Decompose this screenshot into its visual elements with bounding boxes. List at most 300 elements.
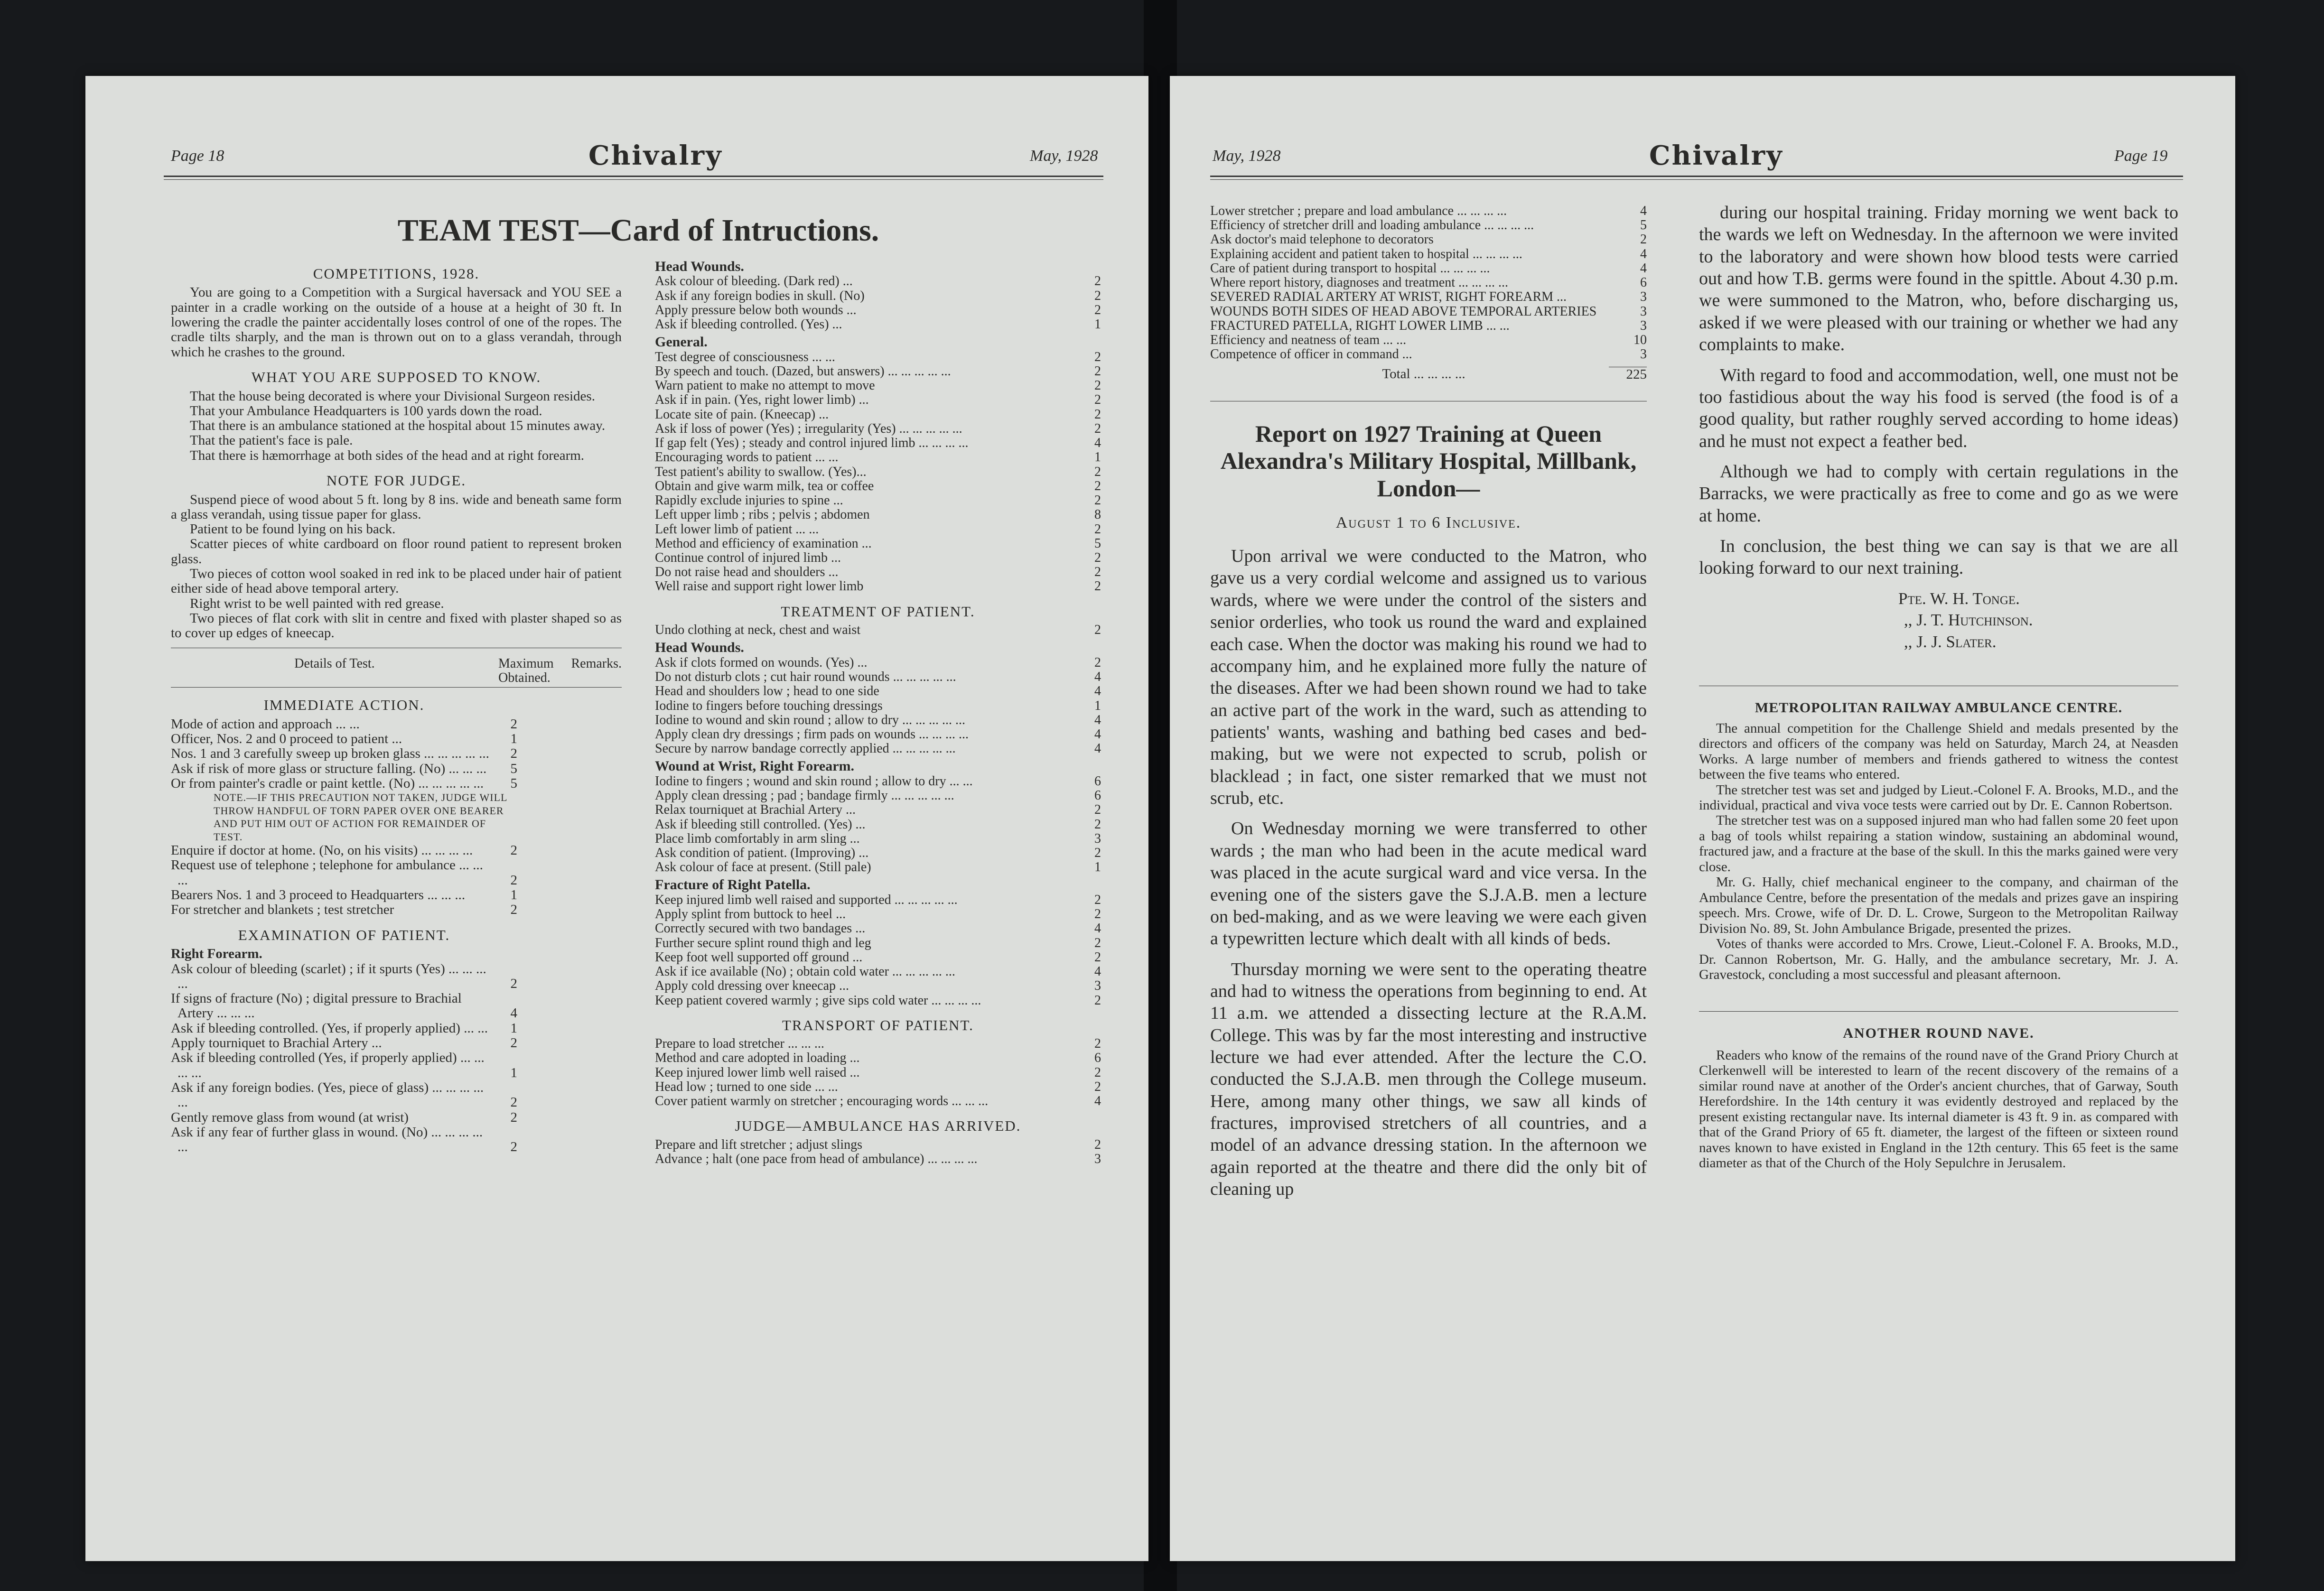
treatment-row (655, 408, 1101, 422)
immediate-item: For stretcher and blankets ; test stretcher (171, 902, 394, 918)
treatment-item: Keep patient covered warmly ; give sips cold water ... ... ... ... (655, 993, 981, 1008)
treatment-row (655, 551, 1101, 565)
nave-heading: ANOTHER ROUND NAVE. (1843, 1025, 2035, 1041)
intro-paragraph: You are going to a Competition with a Surgical haversack and YOU SEE a painter in a cradle working on the outside of a house at a height of 30 ft. In lowering the cradle the painter accidentally loses control of one of the ropes. The cradle tilts sharply, and the man is thrown out on to a glass verandah, through which he crashes to the ground. (171, 285, 622, 360)
treatment-item: Iodine to wound and skin round ; allow to dry ... ... ... ... ... (655, 712, 966, 727)
treatment-row (655, 713, 1101, 727)
date-left: May, 1928 (1030, 147, 1098, 165)
max-header: Maximum Obtained. (498, 656, 554, 685)
suppose-heading: WHAT YOU ARE SUPPOSED TO KNOW. (251, 369, 541, 386)
suppose-paragraph: That the house being decorated is where your Divisional Surgeon resides. (190, 388, 595, 404)
treatment-mark: 2 (1094, 363, 1101, 379)
immediate-mark: 2 (510, 746, 517, 762)
treatment-item: Obtain and give warm milk, tea or coffee (655, 478, 874, 493)
immediate-mark: 1 (510, 731, 517, 746)
score-mark: 6 (1640, 275, 1647, 290)
treatment-mark: 2 (1094, 478, 1101, 493)
exam-item: Gently remove glass from wound (at wrist) (171, 1109, 409, 1125)
treatment-item: Test degree of consciousness ... ... (655, 349, 835, 364)
treatment-item: Relax tourniquet at Brachial Artery ... (655, 802, 856, 818)
exam-row (171, 1080, 517, 1110)
treatment-row (655, 303, 1101, 317)
treatment-item: Keep injured limb well raised and supported ... ... ... ... ... (655, 892, 958, 907)
treatment-row (655, 493, 1101, 508)
treatment-row (655, 289, 1101, 303)
treatment-item: Ask colour of face at present. (Still pale) (655, 860, 871, 875)
right-page (1170, 76, 2235, 1561)
treatment-mark: 2 (1094, 349, 1101, 364)
metro-paragraph: The annual competition for the Challenge Shield and medals presented by the directors and officers of the company was held on Saturday, March 24, at Neasden Works. A large number of members and friends gathered to witness the contest between the five teams who entered. (1699, 720, 2178, 782)
report-paragraph: On Wednesday morning we were transferred to other wards ; the man who had been in the acute medical ward was placed in the acute surgical ward and vice versa. In the evening one of the sisters gave the S.J.A.B. men a lecture on bed-making, and as we were leaving we were each given a typewritten lecture which dealt with all kinds of beds. (1210, 819, 1647, 949)
suppose-paragraph: That there is an ambulance stationed at the hospital about 15 minutes away. (190, 418, 606, 434)
suppose-paragraph: That your Ambulance Headquarters is 100 yards down the road. (190, 403, 542, 419)
treatment-row (655, 727, 1101, 742)
score-item: Explaining accident and patient taken to hospital ... ... ... ... (1210, 246, 1522, 261)
immediate-item: Mode of action and approach ... ... (171, 716, 360, 732)
treatment-row (655, 846, 1101, 860)
treatment-item: Secure by narrow bandage correctly applied ... ... ... ... ... (655, 741, 956, 756)
treatment-mark: 2 (1094, 274, 1101, 289)
score-mark: 3 (1640, 318, 1647, 333)
treatment-row (655, 317, 1101, 332)
header-rule-right-2 (1210, 179, 2183, 180)
report-paragraph: In conclusion, the best thing we can say is that we are all looking forward to our next training. (1699, 536, 2178, 578)
treatment-row (655, 579, 1101, 594)
exam-row (171, 962, 517, 992)
treatment-mark: 4 (1094, 436, 1101, 451)
nave-paragraph: Readers who know of the remains of the round nave of the Grand Priory Church at Clerkenwell will be interested to learn of the recent discovery of the remains of a similar round nave at another of the Order's ancient churches, that of Garway, South Herefordshire. In the 14th century it was evidently destroyed and replaced by the present existing rectangular nave. Its internal diameter is 43 ft. 9 in. as compared with that of the Grand Priory of 65 ft. diameter, the largest of the fifteen or sixteen round naves known to have existed in England in the 12th century. This 65 feet is the same diameter as that of the Church of the Holy Sepulchre in Jerusalem. (1699, 1048, 2178, 1171)
treatment-mark: 4 (1094, 712, 1101, 727)
competitions-heading: COMPETITIONS, 1928. (313, 265, 480, 282)
score-mark: 4 (1640, 261, 1647, 276)
treatment-item: Encouraging words to patient ... ... (655, 450, 839, 465)
immediate-row (171, 746, 517, 761)
treatment-mark: 1 (1094, 317, 1101, 332)
immediate-item: Enquire if doctor at home. (No, on his visits) ... ... ... ... (171, 843, 473, 858)
treatment-item: Test patient's ability to swallow. (Yes)... (655, 464, 867, 479)
treatment-item: Ask if loss of power (Yes) ; irregularity (Yes) ... ... ... ... ... (655, 421, 962, 436)
treatment-row (655, 670, 1101, 684)
treatment-row (655, 350, 1101, 364)
treatment-row (655, 1080, 1101, 1094)
treatment-item: Apply pressure below both wounds ... (655, 302, 857, 317)
score-row (1210, 233, 1647, 247)
subsection-heading: Head Wounds. (655, 259, 744, 274)
signature-name: ,, J. J. Slater. (1904, 632, 1997, 651)
treatment-row (655, 508, 1101, 522)
treatment-row (655, 1051, 1101, 1065)
metro-body (1699, 721, 2178, 983)
treatment-list (655, 259, 1101, 1166)
treatment-mark: 1 (1094, 450, 1101, 465)
score-row (1210, 290, 1647, 304)
treatment-mark: 2 (1094, 655, 1101, 670)
treatment-row (655, 1138, 1101, 1152)
immediate-row (171, 858, 517, 888)
suppose-paragraph: That there is hæmorrhage at both sides of the head and at right forearm. (190, 447, 585, 463)
score-row (1210, 333, 1647, 347)
treatment-item: Further secure splint round thigh and leg (655, 935, 871, 950)
total-row (1210, 367, 1647, 382)
subsection-heading: Fracture of Right Patella. (655, 877, 811, 893)
judge-heading: NOTE FOR JUDGE. (326, 472, 467, 489)
treatment-item: Head and shoulders low ; head to one side (655, 684, 879, 699)
treatment-row (655, 656, 1101, 670)
treatment-row (655, 465, 1101, 479)
treatment-row (655, 832, 1101, 846)
treatment-mark: 2 (1094, 817, 1101, 832)
treatment-mark: 6 (1094, 1051, 1101, 1066)
treatment-item: Rapidly exclude injuries to spine ... (655, 493, 843, 508)
score-mark: 2 (1640, 232, 1647, 247)
exam-mark: 2 (510, 1139, 517, 1155)
score-item: Ask doctor's maid telephone to decorators (1210, 232, 1434, 247)
masthead-left: Chivalry (588, 140, 723, 171)
treatment-mark: 2 (1094, 1079, 1101, 1094)
report-title: Report on 1927 Training at Queen Alexandra's Military Hospital, Millbank, London— (1220, 420, 1637, 502)
treatment-row (655, 1094, 1101, 1108)
treatment-row (655, 994, 1101, 1008)
treatment-row (655, 537, 1101, 551)
judge-list (171, 493, 622, 641)
treatment-item: Iodine to fingers ; wound and skin round ; allow to dry ... ... (655, 773, 973, 789)
treatment-mark: 8 (1094, 507, 1101, 522)
treatment-row (655, 774, 1101, 789)
subsection-heading: General. (655, 334, 708, 350)
treatment-mark: 2 (1094, 907, 1101, 922)
report-paragraph: With regard to food and accommodation, well, one must not be too fastidious about the way his food is served (the food is of a good quality, but rather roughly served according to home ideas) and he must not expect a feather bed. (1699, 365, 2178, 451)
treatment-item: Ask if clots formed on wounds. (Yes) ... (655, 655, 868, 670)
score-mark: 4 (1640, 246, 1647, 261)
treatment-mark: 2 (1094, 550, 1101, 565)
treatment-mark: 2 (1094, 579, 1101, 594)
report-paragraph: Upon arrival we were conducted to the Matron, who gave us a very cordial welcome and assigned us to various wards, where we were under the control of the sisters and senior orderlies, who took us round the ward and explained each case. When the doctor was making his round we had to accompany him, and he explained more fully the nature of the diseases. After we had been shown round we had to take an active part of the work in the ward, such as attending to patients' wants, washing and bathing bed cases and bed-making, but we were not expected to scrub, polish or blacklead ; in fact, one sister remarked that we must not scrub, etc. (1210, 546, 1647, 809)
immediate-mark: 2 (510, 872, 517, 888)
treatment-row (655, 479, 1101, 493)
treatment-mark: 2 (1094, 493, 1101, 508)
immediate-mark: 5 (510, 775, 517, 791)
treatment-item: Continue control of injured limb ... (655, 550, 841, 565)
treatment-item: Apply cold dressing over kneecap ... (655, 978, 849, 994)
subsection-heading: Wound at Wrist, Right Forearm. (655, 758, 855, 774)
treatment-item: Ask condition of patient. (Improving) ... (655, 846, 869, 860)
treatment-mark: 4 (1094, 1094, 1101, 1109)
report-paragraph: during our hospital training. Friday morning we went back to the wards we left on Wednesday. In the afternoon we were invited to the laboratory and were shown how blood tests were carried out and how T.B. germs were found in the spittle. About 4.30 p.m. we were summoned to the Matron, who, before discharging us, asked if we were pleased with our training or whether we had any complaints to make. (1699, 203, 2178, 355)
score-row (1210, 276, 1647, 290)
treatment-item: Ask if bleeding still controlled. (Yes) ... (655, 817, 866, 832)
treatment-item: Head low ; turned to one side ... ... (655, 1079, 838, 1094)
treatment-item: Left upper limb ; ribs ; pelvis ; abdomen (655, 507, 870, 522)
report-dates: August 1 to 6 Inclusive. (1335, 514, 1521, 532)
treatment-row (655, 565, 1101, 579)
treatment-item: Apply clean dry dressings ; firm pads on wounds ... ... ... ... (655, 726, 969, 742)
treatment-row (655, 699, 1101, 713)
treatment-mark: 4 (1094, 741, 1101, 756)
treatment-row (655, 393, 1101, 407)
immediate-mark: 2 (510, 843, 517, 858)
treatment-mark: 3 (1094, 831, 1101, 846)
treatment-item: Correctly secured with two bandages ... (655, 921, 866, 936)
immediate-row (171, 732, 517, 746)
treatment-mark: 2 (1094, 421, 1101, 436)
treatment-item: Method and efficiency of examination ... (655, 536, 872, 551)
exam-item: Ask if any foreign bodies. (Yes, piece of glass) ... ... ... ... ... (171, 1080, 484, 1110)
immediate-row (171, 843, 517, 858)
treatment-mark: 3 (1094, 1152, 1101, 1167)
treatment-mark: 2 (1094, 949, 1101, 965)
score-item: WOUNDS BOTH SIDES OF HEAD ABOVE TEMPORAL ARTERIES (1210, 304, 1597, 319)
report-body (1210, 545, 1647, 1200)
treatment-row (655, 684, 1101, 698)
treatment-row (655, 742, 1101, 756)
score-item: Competence of officer in command ... (1210, 347, 1412, 362)
judge-paragraph: Two pieces of cotton wool soaked in red ink to be placed under hair of patient either side of head above temporal artery. (171, 566, 622, 596)
treatment-mark: 2 (1094, 846, 1101, 860)
score-item: Efficiency and neatness of team ... ... (1210, 333, 1407, 348)
score-item: SEVERED RADIAL ARTERY AT WRIST, RIGHT FOREARM ... (1210, 289, 1567, 305)
score-row (1210, 247, 1647, 261)
masthead-right: Chivalry (1649, 140, 1783, 171)
metro-heading: METROPOLITAN RAILWAY AMBULANCE CENTRE. (1755, 700, 2123, 716)
treatment-mark: 2 (1094, 802, 1101, 818)
treatment-item: Warn patient to make no attempt to move (655, 378, 875, 393)
score-row (1210, 204, 1647, 218)
suppose-paragraph: That the patient's face is pale. (190, 433, 353, 448)
immediate-mark: 2 (510, 902, 517, 918)
treatment-mark: 2 (1094, 1065, 1101, 1080)
treatment-item: Ask if in pain. (Yes, right lower limb) ... (655, 392, 869, 408)
treatment-item: Method and care adopted in loading ... (655, 1051, 860, 1066)
treatment-row (655, 623, 1101, 637)
immediate2-list (171, 843, 517, 918)
signature-name: Pte. W. H. Tonge. (1898, 589, 2020, 608)
treatment-row (655, 422, 1101, 436)
exam-item: Ask colour of bleeding (scarlet) ; if it spurts (Yes) ... ... ... ... (171, 961, 486, 991)
treatment-mark: 4 (1094, 921, 1101, 936)
score-row (1210, 319, 1647, 333)
immediate-note: NOTE.—IF THIS PRECAUTION NOT TAKEN, JUDGE WILL THROW HANDFUL OF TORN PAPER OVER ONE BEARER AND PUT HIM OUT OF ACTION FOR REMAINDER OF TEST. (214, 791, 507, 843)
treatment-item: Well raise and support right lower limb (655, 579, 864, 594)
section-rule-3 (1699, 1011, 2178, 1012)
treatment-item: Keep foot well supported off ground ... (655, 949, 863, 965)
left-page (85, 76, 1148, 1561)
treatment-item: Prepare to load stretcher ... ... ... (655, 1036, 824, 1051)
immediate-row (171, 776, 517, 791)
signatures (1699, 588, 2178, 653)
treatment-mark: 2 (1094, 993, 1101, 1008)
treatment-mark: 6 (1094, 773, 1101, 789)
treatment-mark: 2 (1094, 521, 1101, 537)
immediate-row (171, 717, 517, 732)
total-value: 225 (1609, 367, 1647, 382)
score-item: Where report history, diagnoses and treatment ... ... ... ... (1210, 275, 1509, 290)
exam-row (171, 1125, 517, 1155)
report-paragraph: Although we had to comply with certain regulations in the Barracks, we were practically as free to come and go as we were at home. (1699, 461, 2178, 526)
treatment-item: Undo clothing at neck, chest and waist (655, 623, 861, 638)
exam-row (171, 1110, 517, 1125)
score-mark: 5 (1640, 218, 1647, 233)
treatment-mark: 2 (1094, 392, 1101, 408)
treatment-mark: 4 (1094, 684, 1101, 699)
treatment-row (655, 450, 1101, 465)
score-item: Efficiency of stretcher drill and loading ambulance ... ... ... ... (1210, 218, 1534, 233)
treatment-row (655, 1037, 1101, 1051)
treatment-row (655, 789, 1101, 803)
treatment-mark: 2 (1094, 464, 1101, 479)
treatment-mark: 1 (1094, 860, 1101, 875)
treatment-item: Do not raise head and shoulders ... (655, 565, 839, 580)
treatment-mark: 2 (1094, 378, 1101, 393)
treatment-item: Ask if bleeding controlled. (Yes) ... (655, 317, 842, 332)
treatment-row (655, 965, 1101, 979)
exam-row (171, 1036, 517, 1051)
treatment-item: Cover patient warmly on stretcher ; encouraging words ... ... ... (655, 1094, 989, 1109)
treatment-row (655, 436, 1101, 450)
judge-paragraph: Two pieces of flat cork with slit in centre and fixed with plaster shaped so as to cover up edges of kneecap. (171, 611, 622, 641)
immediate-row (171, 888, 517, 902)
treatment-row (655, 364, 1101, 379)
treatment-item: Prepare and lift stretcher ; adjust slings (655, 1137, 862, 1152)
score-mark: 3 (1640, 347, 1647, 362)
immediate-row (171, 902, 517, 917)
treatment-mark: 4 (1094, 726, 1101, 742)
total-label: Total ... ... ... ... (1382, 366, 1465, 381)
exam-item: Ask if any fear of further glass in wound. (No) ... ... ... ... ... (171, 1124, 483, 1155)
treatment-item: Left lower limb of patient ... ... (655, 521, 819, 537)
immediate-item: Bearers Nos. 1 and 3 proceed to Headquarters ... ... ... (171, 887, 466, 903)
score-row (1210, 305, 1647, 319)
treatment-item: Keep injured lower limb well raised ... (655, 1065, 860, 1080)
metro-paragraph: Mr. G. Hally, chief mechanical engineer to the company, and chairman of the Ambulance Centre, before the presentation of the medals and prizes gave an inspiring speech. Mrs. Crowe, wife of Dr. D. L. Crowe, Surgeon to the Metropolitan Railway Division No. 89, St. John Ambulance Brigade, presented the prizes. (1699, 875, 2178, 936)
table-rule-2 (171, 687, 622, 688)
judge-paragraph: Right wrist to be well painted with red grease. (190, 595, 444, 611)
subsection-heading: Head Wounds. (655, 640, 744, 656)
exam-row (171, 1021, 517, 1036)
exam-mark: 2 (510, 1109, 517, 1125)
immediate-row (171, 762, 517, 776)
treatment-mark: 6 (1094, 788, 1101, 803)
immediate-mark: 2 (510, 716, 517, 732)
remarks-header: Remarks. (571, 656, 622, 671)
score-row (1210, 261, 1647, 276)
judge-paragraph: Suspend piece of wood about 5 ft. long by 8 ins. wide and beneath same form a glass verandah, using tissue paper for glass. (171, 492, 622, 522)
treatment-mark: 5 (1094, 536, 1101, 551)
score-item: Lower stretcher ; prepare and load ambulance ... ... ... ... (1210, 204, 1507, 218)
treatment-mark: 3 (1094, 978, 1101, 994)
header-rule-left-2 (164, 179, 1103, 180)
report-paragraph: Thursday morning we were sent to the operating theatre and had to witness the operations from beginning to end. At 11 a.m. we attended a dissecting lecture at the R.A.M. College. This was by far the most interesting and instructive lecture we had ever attended. After the lecture the C.O. conducted the S.J.A.B. men through the College museum. Here, among many other things, we saw all kinds of fractures, improvised stretchers of all countries, and a model of an advance dressing station. In the afternoon we again reported at the theatre and there did the only bit of cleaning up (1210, 959, 1647, 1200)
exam-item: Ask if bleeding controlled. (Yes, if properly applied) ... ... (171, 1020, 488, 1036)
immediate-item: Or from painter's cradle or paint kettle. (No) ... ... ... ... ... (171, 775, 484, 791)
exam-row (171, 991, 517, 1021)
immediate-item: Officer, Nos. 2 and 0 proceed to patient ... (171, 731, 402, 746)
treatment-item: Ask colour of bleeding. (Dark red) ... (655, 274, 853, 289)
judge-paragraph: Scatter pieces of white cardboard on floor round patient to represent broken glass. (171, 536, 622, 567)
exam-item: If signs of fracture (No) ; digital pressure to Brachial Artery ... ... ... (171, 991, 462, 1021)
score-mark: 10 (1633, 333, 1647, 348)
score-row (1210, 218, 1647, 233)
score-item: Care of patient during transport to hospital ... ... ... ... (1210, 261, 1490, 276)
treatment-mark: 2 (1094, 1137, 1101, 1152)
treatment-mark: 2 (1094, 288, 1101, 303)
judge-paragraph: Patient to be found lying on his back. (190, 521, 396, 537)
treatment-row (655, 950, 1101, 965)
section-heading: TREATMENT OF PATIENT. (781, 603, 975, 620)
immediate-mark: 5 (510, 761, 517, 776)
treatment-mark: 4 (1094, 670, 1101, 685)
score-list (1210, 204, 1647, 362)
treatment-row (655, 907, 1101, 921)
treatment-mark: 2 (1094, 935, 1101, 950)
page-number-left: Page 18 (171, 147, 224, 165)
report-body-continued (1699, 202, 2178, 579)
immediate-item: Nos. 1 and 3 carefully sweep up broken glass ... ... ... ... ... (171, 746, 489, 762)
exam-mark: 4 (510, 1005, 517, 1021)
treatment-row (655, 1066, 1101, 1080)
treatment-item: Apply splint from buttock to heel ... (655, 907, 846, 922)
details-header: Details of Test. (294, 656, 375, 671)
immediate-list (171, 717, 517, 791)
immediate-item: Request use of telephone ; telephone for ambulance ... ... ... (171, 857, 483, 888)
exam-mark: 2 (510, 1035, 517, 1051)
exam-list (171, 962, 517, 1155)
treatment-mark: 2 (1094, 623, 1101, 638)
treatment-item: Apply clean dressing ; pad ; bandage firmly ... ... ... ... ... (655, 788, 954, 803)
treatment-item: If gap felt (Yes) ; steady and control injured limb ... ... ... ... (655, 436, 969, 451)
treatment-mark: 2 (1094, 407, 1101, 422)
treatment-mark: 4 (1094, 964, 1101, 979)
right-column-1 (1210, 204, 1647, 1209)
page-number-right: Page 19 (2114, 147, 2168, 165)
immediate-mark: 1 (510, 887, 517, 903)
treatment-mark: 2 (1094, 892, 1101, 907)
left-column-1 (171, 256, 622, 1155)
treatment-row (655, 379, 1101, 393)
right-forearm-heading: Right Forearm. (171, 946, 262, 962)
section-heading: TRANSPORT OF PATIENT. (782, 1016, 974, 1033)
right-column-2 (1699, 202, 2178, 1171)
exam-heading: EXAMINATION OF PATIENT. (238, 926, 450, 943)
treatment-row (655, 860, 1101, 875)
treatment-item: Ask if ice available (No) ; obtain cold water ... ... ... ... ... (655, 964, 955, 979)
immediate-heading: IMMEDIATE ACTION. (263, 697, 425, 714)
section-heading: JUDGE—AMBULANCE HAS ARRIVED. (735, 1117, 1021, 1135)
treatment-item: Advance ; halt (one pace from head of ambulance) ... ... ... ... (655, 1152, 978, 1167)
treatment-mark: 1 (1094, 698, 1101, 713)
page-title: TEAM TEST—Card of Intructions. (397, 213, 879, 248)
treatment-item: Place limb comfortably in arm sling ... (655, 831, 860, 846)
treatment-row (655, 936, 1101, 950)
metro-paragraph: The stretcher test was on a supposed injured man who had fallen some 20 feet upon a bag of tools whilst repairing a station window, sustaining an abdominal wound, fractured jaw, and a fracture at the base of the skull. In this the marks gained were very close. (1699, 813, 2178, 875)
score-row (1210, 347, 1647, 362)
date-right: May, 1928 (1213, 147, 1281, 165)
treatment-row (655, 522, 1101, 537)
treatment-row (655, 818, 1101, 832)
score-mark: 3 (1640, 304, 1647, 319)
treatment-item: Do not disturb clots ; cut hair round wounds ... ... ... ... ... (655, 670, 956, 685)
metro-paragraph: The stretcher test was set and judged by Lieut.-Colonel F. A. Brooks, M.D., and the individual, practical and viva voce tests were carried out by Dr. E. Cannon Robertson. (1699, 782, 2178, 813)
signature-name: ,, J. T. Hutchinson. (1904, 611, 2033, 630)
treatment-row (655, 803, 1101, 817)
score-item: FRACTURED PATELLA, RIGHT LOWER LIMB ... ... (1210, 318, 1510, 333)
metro-paragraph: Votes of thanks were accorded to Mrs. Crowe, Lieut.-Colonel F. A. Brooks, M.D., Dr. Cannon Robertson, Mr. G. Hally, and the ambulance secretary, Mr. J. A. Gravestock, concluding a most successful and pleasant afternoon. (1699, 936, 2178, 983)
treatment-mark: 2 (1094, 302, 1101, 317)
exam-mark: 2 (510, 976, 517, 991)
treatment-row (655, 979, 1101, 993)
treatment-item: Ask if any foreign bodies in skull. (No) (655, 288, 865, 303)
treatment-item: Locate site of pain. (Kneecap) ... (655, 407, 829, 422)
treatment-row (655, 1152, 1101, 1166)
